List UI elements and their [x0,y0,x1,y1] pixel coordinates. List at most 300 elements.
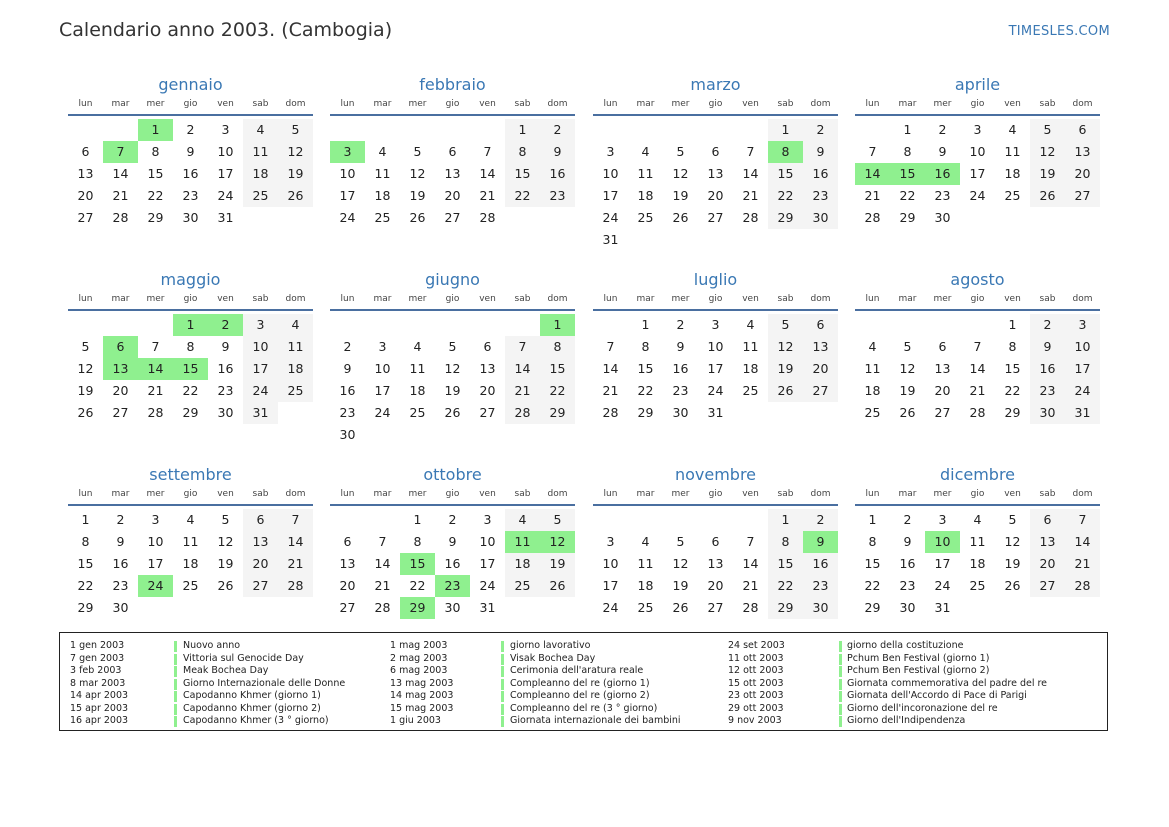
day-cell: 18 [637,578,654,593]
day-cell: 7 [746,144,755,159]
holiday-date: 8 mar 2003 [70,677,126,689]
day-cell: 5 [903,339,912,354]
weekday-label: gio [708,294,723,304]
day-cell: 30 [803,207,838,229]
holiday-day-cell: 29 [400,597,435,619]
day-cell: 20 [1030,553,1065,575]
day-cell: 19 [1004,556,1021,571]
day-cell: 9 [448,534,457,549]
day-cell: 16 [899,556,916,571]
day-cell: 22 [637,383,654,398]
day-cell: 24 [339,210,356,225]
holiday-name: Giornata dell'Accordo di Pace di Parigi [847,690,1027,701]
day-grid [68,314,313,424]
legend-row [60,690,1109,703]
day-cell: 17 [479,556,496,571]
day-cell: 3 [221,122,230,137]
month-name: novembre [674,465,757,484]
day-cell: 28 [505,402,540,424]
day-cell: 15 [505,163,540,185]
day-cell: 4 [973,512,982,527]
day-cell: 13 [707,556,724,571]
weekday-label: sab [777,489,794,499]
day-cell: 20 [243,553,278,575]
weekday-label: mer [671,99,690,109]
weekday-label: mar [111,294,130,304]
day-cell: 30 [1030,402,1065,424]
day-cell: 24 [1065,380,1100,402]
day-cell: 9 [343,361,352,376]
day-cell: 8 [186,339,195,354]
day-cell: 30 [803,597,838,619]
day-cell: 21 [278,553,313,575]
day-cell: 26 [672,210,689,225]
day-cell: 8 [540,336,575,358]
day-cell: 30 [217,405,234,420]
day-cell: 27 [243,575,278,597]
holiday-day-cell: 1 [540,314,575,336]
weekday-label: mer [671,294,690,304]
holiday-date: 3 feb 2003 [70,665,122,676]
holiday-name: Pchum Ben Festival (giorno 1) [847,652,990,664]
holiday-name: Giorno dell'Indipendenza [847,715,966,726]
weekday-label: dom [810,99,831,109]
day-cell: 27 [77,210,94,225]
empty-cell [698,119,733,141]
empty-cell [435,314,470,336]
day-cell: 12 [1004,534,1021,549]
weekday-label: sab [777,99,794,109]
month-giugno [330,270,575,446]
holiday-marker [839,691,842,702]
day-cell: 16 [803,163,838,185]
day-cell: 13 [803,336,838,358]
weekday-label: ven [742,99,759,109]
day-cell: 23 [803,185,838,207]
day-cell: 25 [969,578,986,593]
day-cell: 7 [973,339,982,354]
day-cell: 1 [868,512,877,527]
day-cell: 5 [676,144,685,159]
holiday-day-cell: 10 [925,531,960,553]
day-cell: 20 [1065,163,1100,185]
day-cell: 10 [339,166,356,181]
day-cell: 29 [77,600,94,615]
day-cell: 19 [899,383,916,398]
day-cell: 21 [1065,553,1100,575]
day-cell: 9 [676,339,685,354]
day-cell: 23 [899,578,916,593]
weekday-label: lun [78,99,93,109]
day-cell: 11 [374,166,391,181]
holiday-name: Giornata internazionale dei bambini [510,715,681,726]
day-grid [330,509,575,619]
day-cell: 4 [278,314,313,336]
day-cell: 22 [182,383,199,398]
day-cell: 17 [147,556,164,571]
weekday-label: mar [898,489,917,499]
day-cell: 11 [969,534,986,549]
day-cell: 6 [711,534,720,549]
weekday-label: lun [603,489,618,499]
day-cell: 5 [221,512,230,527]
holiday-day-cell: 11 [505,531,540,553]
empty-cell [365,509,400,531]
day-cell: 7 [378,534,387,549]
day-cell: 2 [803,119,838,141]
day-cell: 13 [339,556,356,571]
day-cell: 28 [112,210,129,225]
day-cell: 18 [374,188,391,203]
month-gennaio [68,75,313,229]
day-cell: 6 [711,144,720,159]
day-cell: 29 [182,405,199,420]
day-cell: 3 [483,512,492,527]
day-cell: 16 [803,553,838,575]
day-cell: 11 [742,339,759,354]
weekday-label: mar [373,294,392,304]
empty-cell [365,119,400,141]
day-cell: 26 [768,380,803,402]
day-cell: 11 [182,534,199,549]
day-cell: 23 [1030,380,1065,402]
day-cell: 19 [672,578,689,593]
weekday-header [330,292,575,311]
weekday-label: mer [933,294,952,304]
month-name: luglio [693,270,738,289]
weekday-label: mar [898,294,917,304]
day-cell: 12 [768,336,803,358]
day-cell: 10 [147,534,164,549]
day-cell: 2 [803,509,838,531]
day-cell: 26 [444,405,461,420]
holiday-day-cell: 15 [173,358,208,380]
day-cell: 16 [112,556,129,571]
weekday-label: dom [810,294,831,304]
day-cell: 15 [637,361,654,376]
day-cell: 16 [182,166,199,181]
page-title: Calendario anno 2003. (Cambogia) [59,19,393,41]
weekday-label: ven [742,294,759,304]
holiday-day-cell: 12 [540,531,575,553]
day-cell: 21 [742,578,759,593]
day-cell: 9 [903,534,912,549]
day-cell: 30 [934,210,951,225]
day-cell: 18 [409,383,426,398]
day-cell: 30 [339,427,356,442]
day-cell: 15 [864,556,881,571]
holiday-name: Capodanno Khmer (giorno 2) [183,702,321,714]
month-dicembre [855,465,1100,619]
day-cell: 22 [899,188,916,203]
month-name: maggio [160,270,221,289]
empty-cell [663,509,698,531]
weekday-label: lun [865,489,880,499]
day-cell: 1 [768,509,803,531]
weekday-label: mer [671,489,690,499]
empty-cell [855,314,890,336]
weekday-label: gio [183,489,198,499]
empty-cell [138,314,173,336]
day-cell: 16 [217,361,234,376]
day-cell: 7 [1065,509,1100,531]
day-cell: 20 [803,358,838,380]
day-cell: 27 [112,405,129,420]
day-cell: 9 [803,141,838,163]
day-cell: 24 [217,188,234,203]
day-cell: 3 [973,122,982,137]
day-cell: 20 [112,383,129,398]
day-cell: 10 [374,361,391,376]
day-cell: 25 [742,383,759,398]
day-cell: 3 [711,317,720,332]
day-cell: 29 [864,600,881,615]
day-grid [593,119,838,251]
day-cell: 18 [278,358,313,380]
weekday-label: lun [340,489,355,499]
holiday-marker [839,716,842,727]
day-cell: 1 [1008,317,1017,332]
weekday-label: gio [970,489,985,499]
day-cell: 13 [707,166,724,181]
day-cell: 6 [483,339,492,354]
day-cell: 28 [147,405,164,420]
day-cell: 4 [378,144,387,159]
day-cell: 2 [186,122,195,137]
day-cell: 6 [1030,509,1065,531]
day-cell: 15 [540,358,575,380]
weekday-label: mer [408,99,427,109]
holiday-date: 6 mag 2003 [390,665,448,676]
day-cell: 21 [742,188,759,203]
site-link[interactable]: TIMESLES.COM [1008,24,1110,39]
day-grid [855,314,1100,424]
empty-cell [593,509,628,531]
weekday-header [68,97,313,116]
day-cell: 18 [969,556,986,571]
month-novembre [593,465,838,619]
day-cell: 8 [413,534,422,549]
day-cell: 27 [479,405,496,420]
day-grid [68,509,313,619]
weekday-label: dom [810,489,831,499]
empty-cell [470,119,505,141]
day-cell: 6 [938,339,947,354]
weekday-label: ven [1004,99,1021,109]
empty-cell [103,314,138,336]
day-cell: 18 [637,188,654,203]
day-cell: 4 [868,339,877,354]
holiday-day-cell: 6 [103,336,138,358]
weekday-label: mar [373,489,392,499]
day-cell: 24 [374,405,391,420]
day-cell: 13 [1030,531,1065,553]
holiday-day-cell: 7 [103,141,138,163]
holiday-day-cell: 8 [768,141,803,163]
weekday-label: gio [445,99,460,109]
day-cell: 2 [903,512,912,527]
weekday-label: ven [479,99,496,109]
weekday-label: dom [547,489,568,499]
day-cell: 25 [1004,188,1021,203]
holiday-name: Compleanno del re (3 ° giorno) [510,702,658,714]
day-cell: 28 [969,405,986,420]
weekday-label: gio [708,99,723,109]
day-cell: 12 [1030,141,1065,163]
day-cell: 22 [147,188,164,203]
empty-cell [103,119,138,141]
holiday-date: 23 ott 2003 [728,690,784,701]
day-cell: 5 [676,534,685,549]
day-cell: 22 [77,578,94,593]
month-ottobre [330,465,575,619]
day-cell: 24 [602,600,619,615]
holiday-date: 11 ott 2003 [728,652,784,664]
day-cell: 20 [479,383,496,398]
day-cell: 24 [707,383,724,398]
day-cell: 5 [448,339,457,354]
weekday-label: mer [408,294,427,304]
holiday-name: Meak Bochea Day [183,665,269,676]
day-grid [68,119,313,229]
day-grid [330,314,575,446]
day-cell: 9 [938,144,947,159]
day-cell: 23 [339,405,356,420]
day-cell: 8 [903,144,912,159]
holiday-name: Giornata commemorativa del padre del re [847,677,1048,689]
day-cell: 17 [969,166,986,181]
day-cell: 18 [505,553,540,575]
empty-cell [593,119,628,141]
day-cell: 10 [217,144,234,159]
day-cell: 5 [1008,512,1017,527]
day-cell: 25 [278,380,313,402]
day-cell: 20 [934,383,951,398]
holiday-name: Nuovo anno [183,640,241,651]
day-cell: 25 [864,405,881,420]
empty-cell [855,119,890,141]
day-grid [593,314,838,424]
month-febbraio [330,75,575,229]
weekday-label: ven [1004,489,1021,499]
day-cell: 5 [81,339,90,354]
holiday-name: Giorno dell'incoronazione del re [847,702,998,714]
weekday-label: mar [373,99,392,109]
day-cell: 26 [217,578,234,593]
day-cell: 23 [112,578,129,593]
month-name: aprile [954,75,1001,94]
day-cell: 5 [768,314,803,336]
day-cell: 3 [243,314,278,336]
day-cell: 14 [742,166,759,181]
legend-row [60,653,1109,666]
day-cell: 12 [672,166,689,181]
month-name: gennaio [158,75,223,94]
day-cell: 2 [343,339,352,354]
day-cell: 28 [374,600,391,615]
day-cell: 15 [147,166,164,181]
day-cell: 16 [672,361,689,376]
weekday-label: lun [865,294,880,304]
day-cell: 1 [641,317,650,332]
holiday-name: Capodanno Khmer (giorno 1) [183,690,321,701]
holiday-date: 14 mag 2003 [390,690,454,701]
weekday-label: ven [1004,294,1021,304]
day-cell: 25 [505,575,540,597]
day-cell: 18 [1004,166,1021,181]
day-cell: 16 [339,383,356,398]
day-cell: 20 [707,578,724,593]
weekday-label: sab [514,294,531,304]
day-cell: 23 [182,188,199,203]
holiday-date: 13 mag 2003 [390,677,454,689]
day-cell: 29 [637,405,654,420]
day-cell: 26 [409,210,426,225]
day-cell: 27 [339,600,356,615]
weekday-label: lun [865,99,880,109]
day-cell: 25 [243,185,278,207]
weekday-label: dom [285,489,306,499]
weekday-label: sab [514,99,531,109]
day-grid [330,119,575,229]
holiday-name: Pchum Ben Festival (giorno 2) [847,665,990,676]
weekday-label: gio [708,489,723,499]
day-cell: 13 [77,166,94,181]
weekday-label: mer [146,99,165,109]
weekday-label: dom [285,294,306,304]
day-cell: 1 [413,512,422,527]
day-cell: 27 [707,600,724,615]
day-cell: 1 [505,119,540,141]
month-name: settembre [149,465,232,484]
month-name: ottobre [423,465,482,484]
day-cell: 26 [1004,578,1021,593]
day-cell: 8 [505,141,540,163]
day-cell: 17 [339,188,356,203]
day-cell: 28 [742,600,759,615]
day-cell: 27 [934,405,951,420]
holiday-name: Capodanno Khmer (3 ° giorno) [183,715,329,726]
day-cell: 24 [969,188,986,203]
day-cell: 17 [934,556,951,571]
weekday-label: gio [183,294,198,304]
day-cell: 14 [602,361,619,376]
day-cell: 3 [151,512,160,527]
weekday-header [593,97,838,116]
day-cell: 12 [77,361,94,376]
day-cell: 20 [339,578,356,593]
day-cell: 10 [707,339,724,354]
day-cell: 20 [77,188,94,203]
day-cell: 14 [112,166,129,181]
legend-row [60,703,1109,716]
day-cell: 8 [81,534,90,549]
day-cell: 7 [278,509,313,531]
holiday-date: 15 ott 2003 [728,677,784,689]
day-cell: 9 [186,144,195,159]
day-cell: 28 [479,210,496,225]
holiday-date: 7 gen 2003 [70,652,125,664]
day-cell: 7 [151,339,160,354]
holiday-date: 1 gen 2003 [70,640,125,651]
weekday-label: ven [479,294,496,304]
day-cell: 12 [899,361,916,376]
day-cell: 9 [1030,336,1065,358]
weekday-header [855,97,1100,116]
day-cell: 16 [1030,358,1065,380]
weekday-label: sab [777,294,794,304]
weekday-label: dom [1072,99,1093,109]
